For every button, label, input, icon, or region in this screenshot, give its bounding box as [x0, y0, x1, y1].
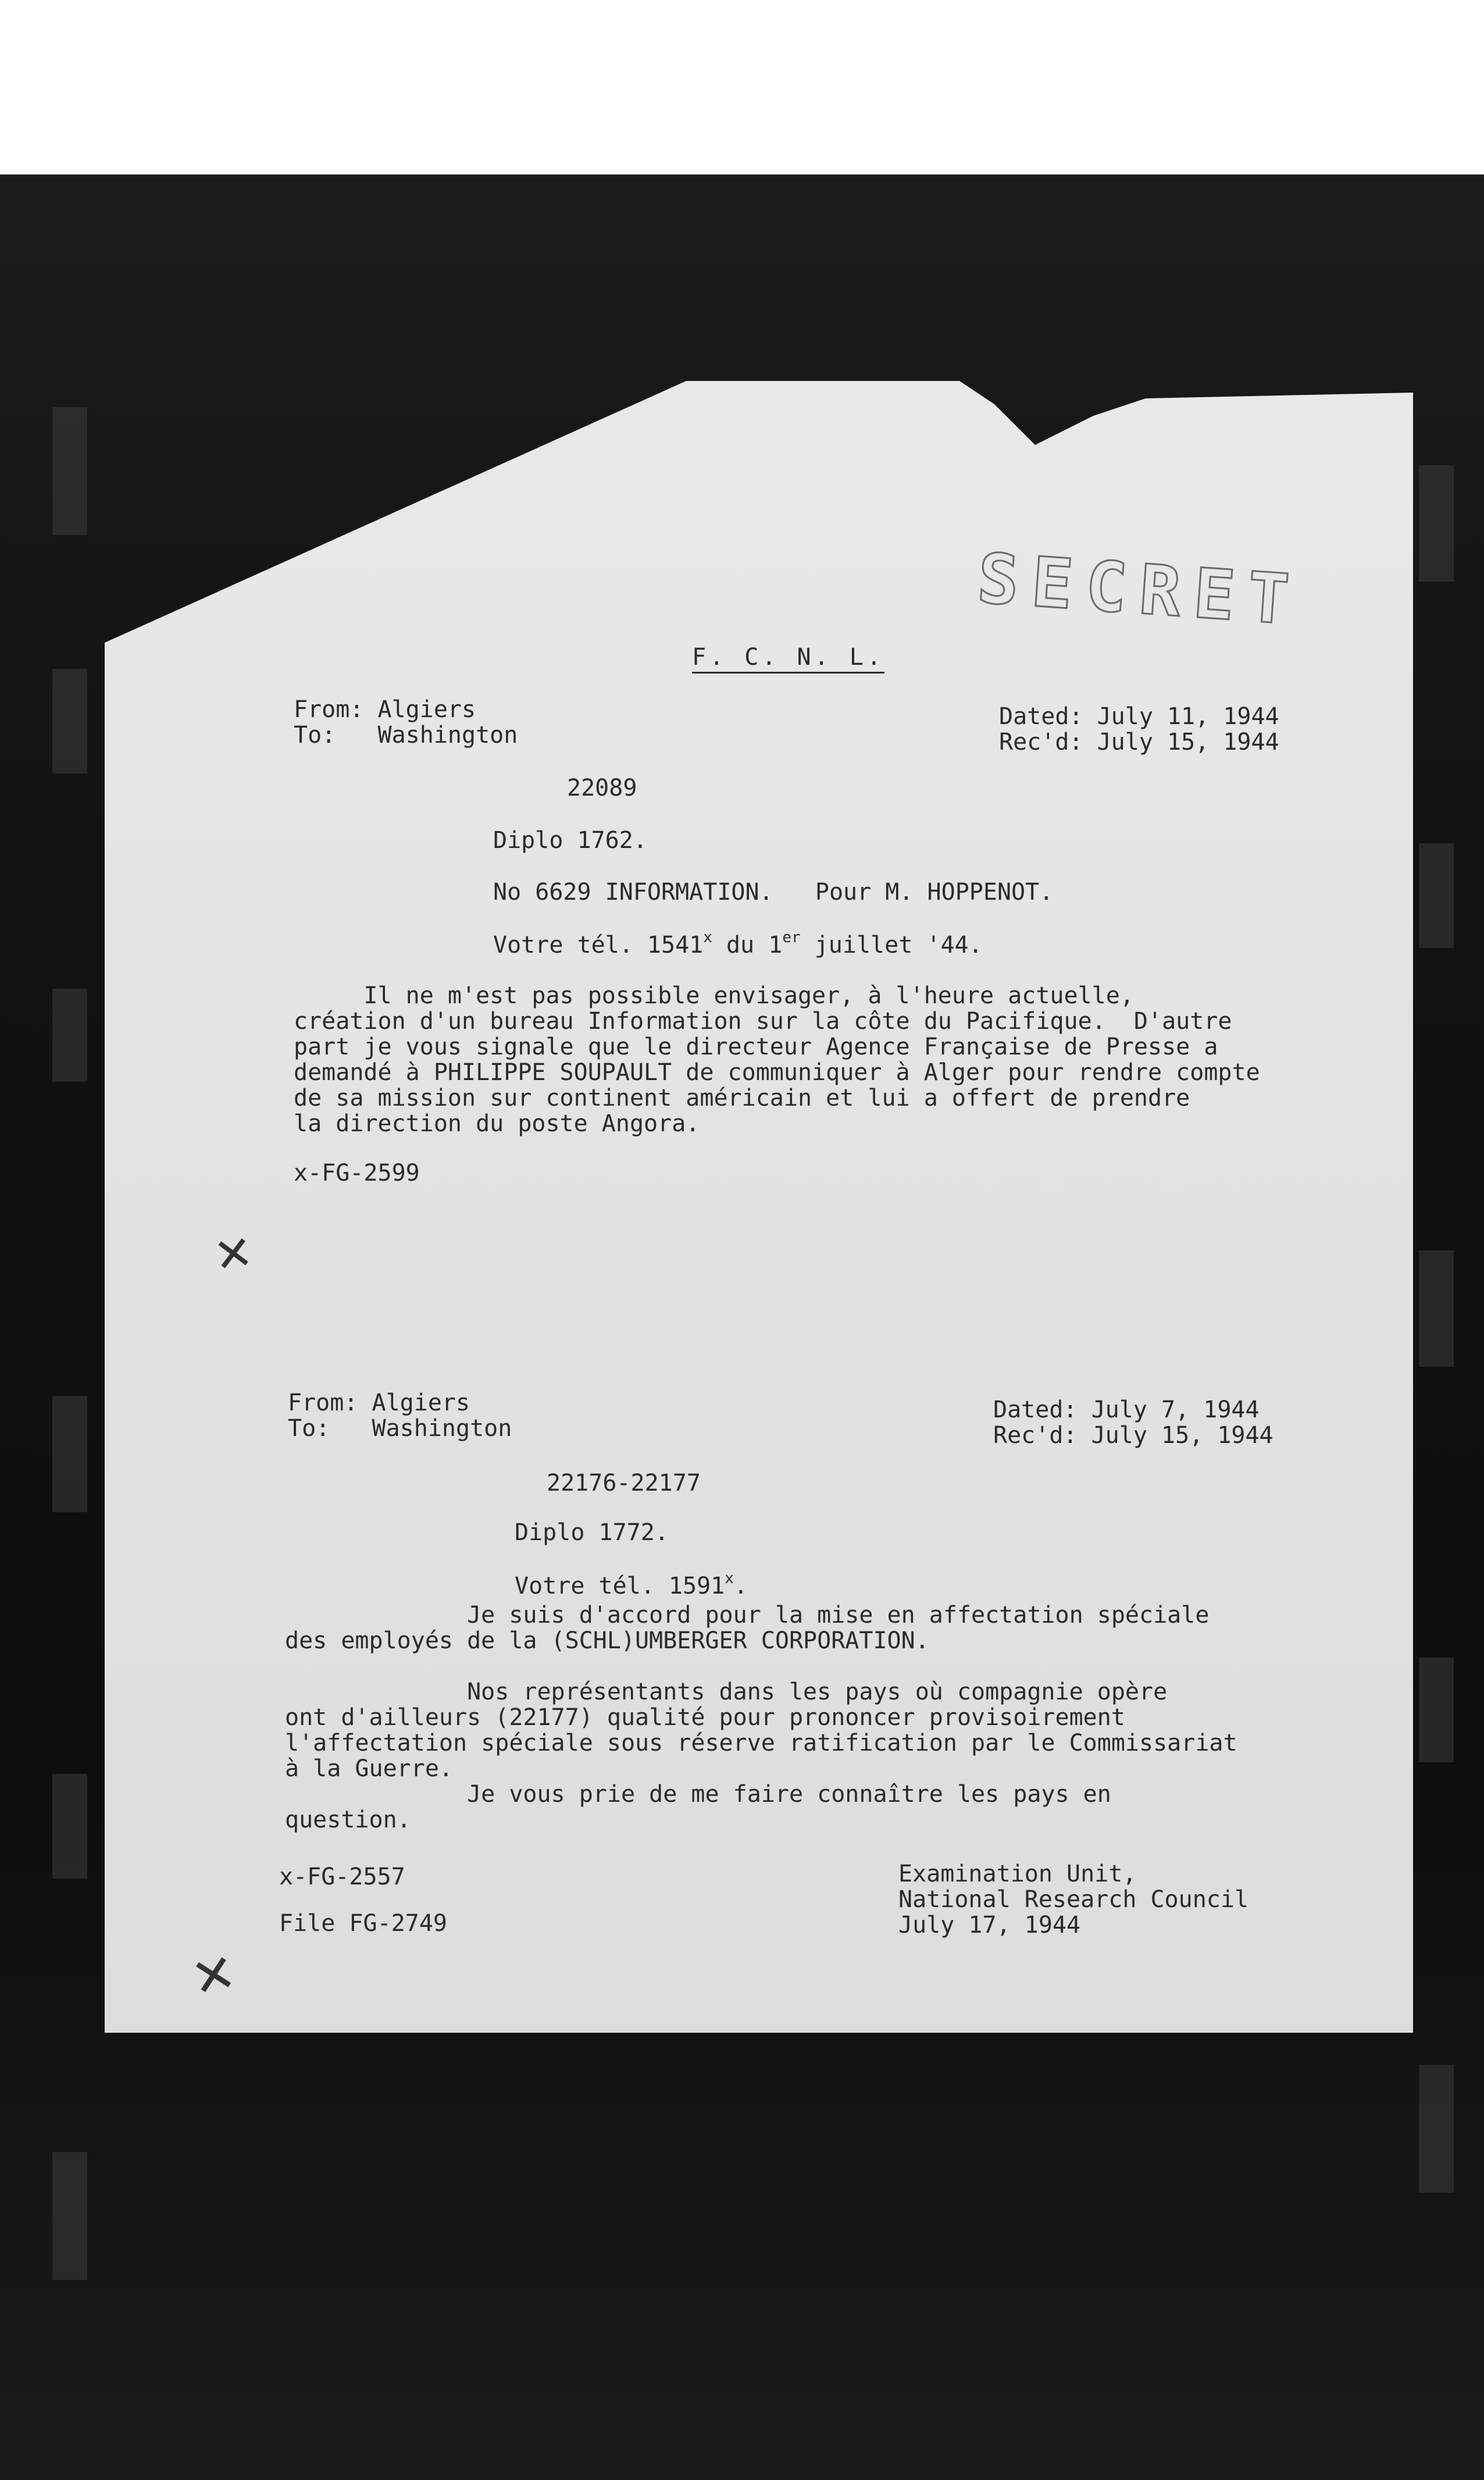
- film-edge-mark: [52, 669, 87, 774]
- message2-body-line: Nos représentants dans les pays où compagnie opère: [285, 1679, 1168, 1705]
- message2-from: From: Algiers: [288, 1389, 470, 1416]
- message1-body-line: Il ne m'est pas possible envisager, à l'heure actuelle,: [294, 982, 1134, 1009]
- secret-stamp: SECRET: [975, 537, 1305, 641]
- message1-body-line: création d'un bureau Information sur la côte du Pacifique. D'autre: [294, 1008, 1232, 1035]
- film-edge-mark: [1419, 465, 1454, 582]
- message1-received: Rec'd: July 15, 1944: [999, 729, 1279, 756]
- message2-file-reference: File FG-2749: [279, 1910, 447, 1937]
- film-edge-mark: [1419, 843, 1454, 948]
- message2-body-line: ont d'ailleurs (22177) qualité pour prononcer provisoirement: [285, 1704, 1125, 1731]
- message1-votre-tel: Votre tél. 1541$^x$ du 1er juillet '44.: [493, 929, 983, 958]
- message2-cross-reference: x-FG-2557: [279, 1863, 405, 1890]
- message1-body-line: de sa mission sur continent américain et lui a offert de prendre: [294, 1085, 1190, 1111]
- film-edge-mark: [52, 1396, 87, 1512]
- message1-from: From: Algiers: [294, 696, 476, 723]
- film-edge-mark: [52, 989, 87, 1082]
- signature-line: National Research Council: [898, 1886, 1249, 1913]
- message1-body-line: la direction du poste Angora.: [294, 1110, 700, 1137]
- film-edge-mark: [52, 2152, 87, 2280]
- message2-dated: Dated: July 7, 1944: [993, 1396, 1260, 1423]
- message2-to: To: Washington: [288, 1415, 512, 1442]
- message1-to: To: Washington: [294, 722, 518, 749]
- message2-body-line: des employés de la (SCHL)UMBERGER CORPORATION.: [285, 1627, 929, 1654]
- film-edge-mark: [1419, 1658, 1454, 1762]
- message1-body-line: demandé à PHILIPPE SOUPAULT de communiquer à Alger pour rendre compte: [294, 1059, 1260, 1086]
- film-top-margin: [0, 0, 1484, 174]
- film-edge-mark: [52, 407, 87, 535]
- film-edge-mark: [1419, 1250, 1454, 1367]
- message1-diplo: Diplo 1762.: [493, 827, 647, 854]
- message2-diplo: Diplo 1772.: [515, 1519, 669, 1546]
- message2-number: 22176-22177: [547, 1470, 701, 1496]
- message2-body-line: à la Guerre.: [285, 1755, 453, 1782]
- message1-cross-reference: x-FG-2599: [294, 1160, 420, 1186]
- header-code: F. C. N. L.: [692, 644, 884, 670]
- message2-votre-tel: Votre tél. 1591$^x$.: [515, 1570, 748, 1599]
- message1-dated: Dated: July 11, 1944: [999, 703, 1279, 730]
- signature-line: Examination Unit,: [898, 1861, 1137, 1887]
- film-edge-mark: [52, 1774, 87, 1879]
- message2-body-line: Je vous prie de me faire connaître les pays en: [285, 1781, 1111, 1808]
- message1-reference: No 6629 INFORMATION. Pour M. HOPPENOT.: [493, 879, 1054, 906]
- film-edge-mark: [1419, 2065, 1454, 2193]
- message1-body-line: part je vous signale que le directeur Agence Française de Presse a: [294, 1034, 1218, 1060]
- signature-line: July 17, 1944: [898, 1912, 1081, 1939]
- message2-body-line: l'affectation spéciale sous réserve ratification par le Commissariat: [285, 1730, 1237, 1756]
- message2-body-line: question.: [285, 1806, 411, 1833]
- message1-number: 22089: [567, 775, 637, 801]
- message2-body-line: Je suis d'accord pour la mise en affectation spéciale: [285, 1602, 1210, 1629]
- message2-received: Rec'd: July 15, 1944: [993, 1422, 1273, 1449]
- handwritten-x-mark: ✕: [186, 1941, 242, 2011]
- handwritten-x-mark: ✕: [210, 1224, 257, 1284]
